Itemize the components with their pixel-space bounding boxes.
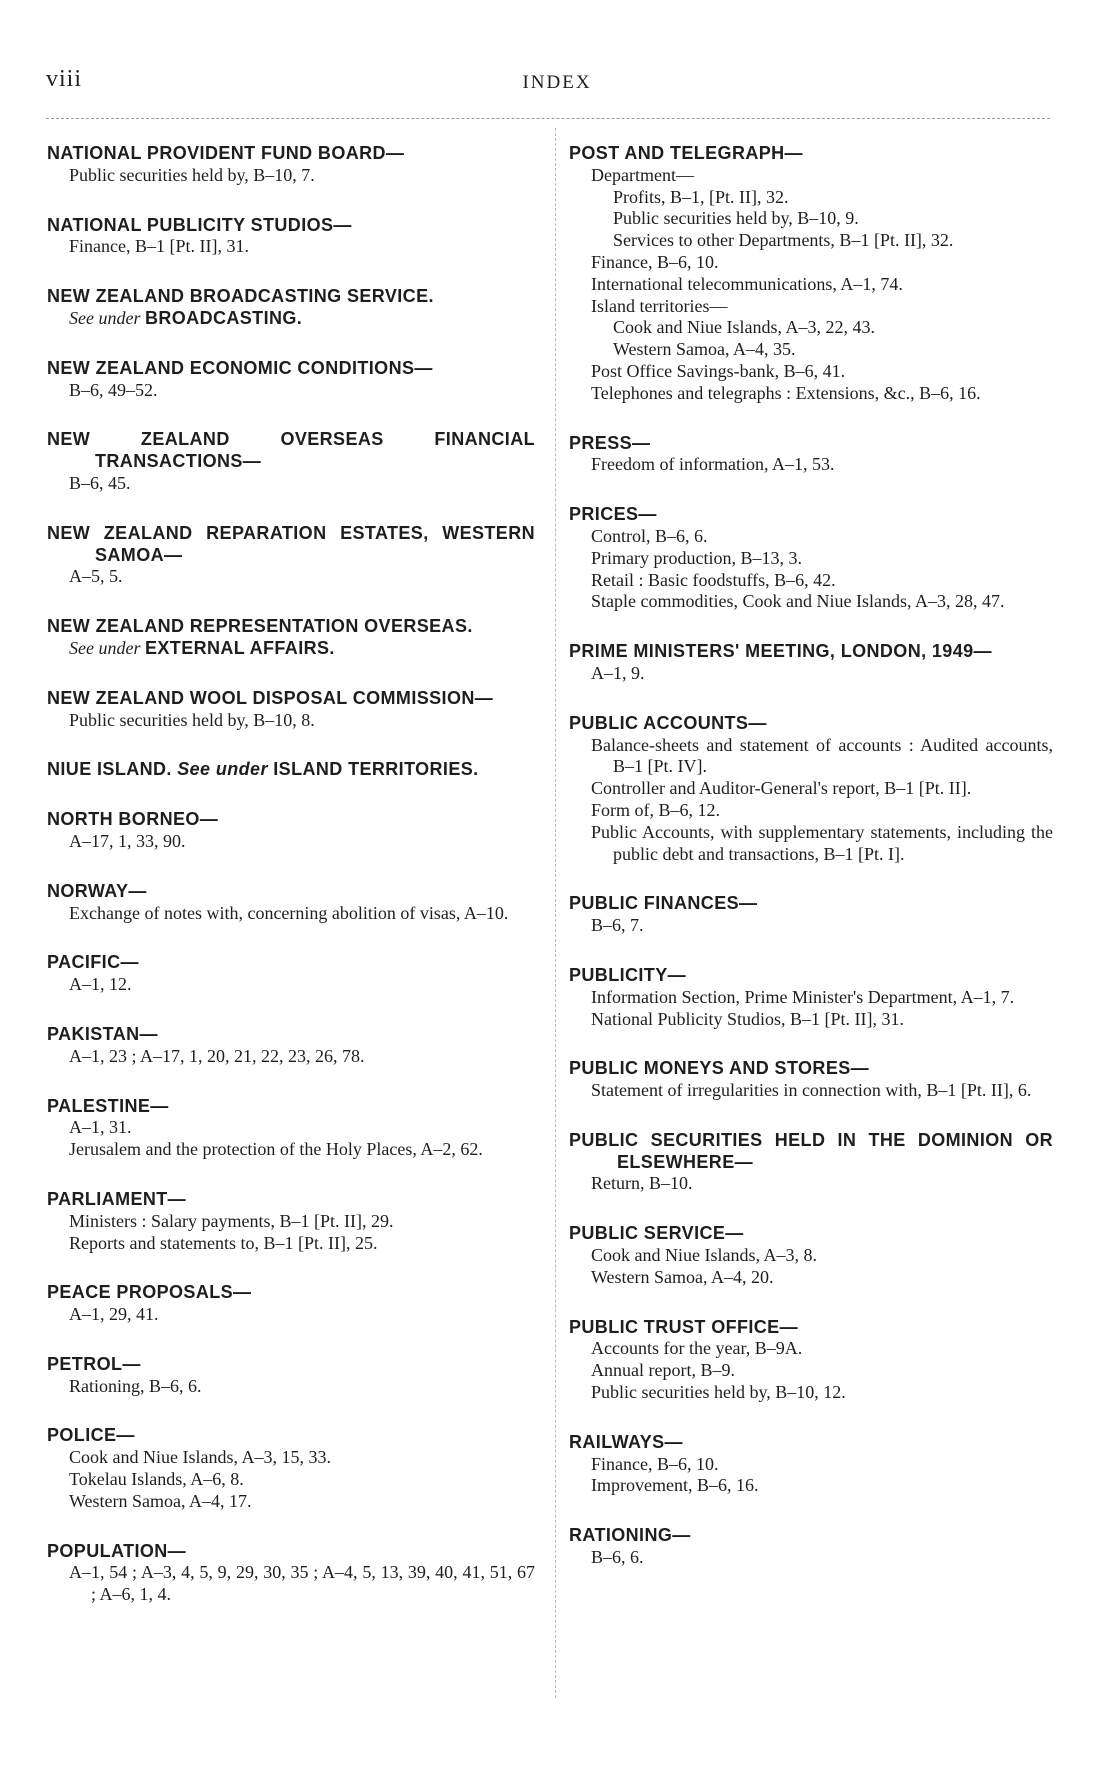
index-entry	[569, 1525, 1053, 1569]
index-heading-text: NORWAY—	[47, 880, 147, 901]
index-entry	[47, 688, 535, 732]
index-entry	[47, 881, 535, 925]
index-subentry	[47, 1447, 535, 1469]
index-subentry	[47, 473, 535, 495]
index-heading	[569, 1432, 1053, 1454]
index-entry	[47, 143, 535, 187]
index-subentry	[47, 1376, 535, 1398]
index-subentry	[47, 1046, 535, 1068]
index-entry	[569, 893, 1053, 937]
index-subentry	[569, 1080, 1053, 1102]
index-heading	[47, 143, 535, 165]
index-subentry	[569, 1009, 1053, 1031]
subentry-text: Balance-sheets and statement of accounts : Audited accounts, B–1 [Pt. IV].	[591, 734, 1053, 777]
index-subentry	[569, 915, 1053, 937]
index-heading	[569, 433, 1053, 455]
index-subentry	[569, 1475, 1053, 1497]
index-subentry	[569, 361, 1053, 383]
page-number: viii	[46, 66, 83, 92]
subentry-text: Rationing, B–6, 6.	[69, 1375, 202, 1396]
subentry-text: International telecommunications, A–1, 74.	[591, 273, 903, 294]
subentry-text: Freedom of information, A–1, 53.	[591, 454, 835, 475]
column-divider	[555, 128, 556, 1698]
subentry-text: Public Accounts, with supplementary statements, including the public debt and transactions, B–1 [Pt. I].	[591, 821, 1053, 864]
index-heading-text: PRICES—	[569, 504, 657, 525]
index-entry	[47, 809, 535, 853]
index-subentry	[47, 165, 535, 187]
index-entry	[569, 143, 1053, 405]
index-subentry	[569, 1245, 1053, 1267]
index-heading	[47, 1024, 535, 1046]
index-subentry	[47, 1491, 535, 1513]
index-heading-text: PUBLIC SECURITIES HELD IN THE DOMINION OR ELSEWHERE—	[569, 1129, 1053, 1172]
see-under-label: See under	[69, 307, 141, 328]
subentry-text: A–1, 29, 41.	[69, 1304, 159, 1325]
index-heading	[569, 1223, 1053, 1245]
index-subentry	[47, 380, 535, 402]
index-heading-text: PAKISTAN—	[47, 1023, 158, 1044]
index-subentry	[47, 1139, 535, 1161]
right-index-column	[569, 143, 1053, 1597]
index-heading	[569, 1525, 1053, 1547]
index-entry	[47, 1282, 535, 1326]
subentry-text: Services to other Departments, B–1 [Pt. II], 32.	[613, 230, 954, 251]
index-heading-text: PRIME MINISTERS' MEETING, LONDON, 1949—	[569, 641, 992, 662]
index-heading	[569, 641, 1053, 663]
index-heading-text: PUBLIC SERVICE—	[569, 1223, 744, 1244]
index-entry	[47, 358, 535, 402]
subentry-text: Cook and Niue Islands, A–3, 8.	[591, 1245, 817, 1266]
index-entry	[47, 1425, 535, 1512]
subentry-text: Island territories—	[591, 295, 728, 316]
index-subentry	[47, 1469, 535, 1491]
subentry-text: Ministers : Salary payments, B–1 [Pt. II], 29.	[69, 1210, 394, 1231]
subentry-text: B–6, 49–52.	[69, 379, 158, 400]
index-subentry	[569, 1173, 1053, 1195]
subentry-text: Western Samoa, A–4, 17.	[69, 1490, 252, 1511]
subentry-text: Jerusalem and the protection of the Holy Places, A–2, 62.	[69, 1139, 483, 1160]
index-subentry	[569, 1360, 1053, 1382]
subentry-text: Finance, B–6, 10.	[591, 1453, 719, 1474]
index-entry	[47, 952, 535, 996]
subentry-text: Controller and Auditor-General's report, B–1 [Pt. II].	[591, 778, 972, 799]
subentry-text: A–17, 1, 33, 90.	[69, 830, 186, 851]
subentry-text: Western Samoa, A–4, 35.	[613, 339, 796, 360]
see-under-label: See under	[177, 759, 268, 780]
subentry-text: Western Samoa, A–4, 20.	[591, 1266, 774, 1287]
subentry-text: Form of, B–6, 12.	[591, 799, 721, 820]
index-heading-text: NEW ZEALAND ECONOMIC CONDITIONS—	[47, 357, 433, 378]
index-heading-text: PUBLIC ACCOUNTS—	[569, 712, 767, 733]
subentry-text: Profits, B–1, [Pt. II], 32.	[613, 186, 789, 207]
index-subentry	[569, 339, 1053, 361]
index-heading-text: PUBLICITY—	[569, 964, 687, 985]
header-rule	[46, 118, 1050, 119]
index-subentry	[47, 1211, 535, 1233]
subentry-text: A–1, 12.	[69, 974, 132, 995]
index-heading	[47, 1425, 535, 1447]
index-heading	[47, 952, 535, 974]
index-heading-text: NEW ZEALAND REPARATION ESTATES, WESTERN SAMOA—	[47, 522, 535, 565]
index-subentry	[47, 566, 535, 588]
index-heading-text: PALESTINE—	[47, 1095, 169, 1116]
index-subentry	[569, 1267, 1053, 1289]
index-heading-text: PETROL—	[47, 1353, 141, 1374]
index-subentry	[47, 638, 535, 660]
cross-reference: BROADCASTING.	[144, 307, 303, 328]
index-subentry	[569, 663, 1053, 685]
subentry-text: Information Section, Prime Minister's Department, A–1, 7.	[591, 986, 1015, 1007]
index-heading-text: NEW ZEALAND OVERSEAS FINANCIAL TRANSACTIONS—	[47, 429, 535, 472]
index-heading-text: PUBLIC TRUST OFFICE—	[569, 1316, 798, 1337]
index-entry	[47, 1024, 535, 1068]
subentry-text: Return, B–10.	[591, 1173, 693, 1194]
index-heading-text: NORTH BORNEO—	[47, 809, 219, 830]
index-heading-text: NATIONAL PUBLICITY STUDIOS—	[47, 214, 352, 235]
index-heading	[47, 688, 535, 710]
subentry-text: Telephones and telegraphs : Extensions, &c., B–6, 16.	[591, 382, 981, 403]
index-heading	[47, 1282, 535, 1304]
index-heading-text: PEACE PROPOSALS—	[47, 1282, 252, 1303]
index-heading-text: RAILWAYS—	[569, 1431, 683, 1452]
index-subentry	[47, 236, 535, 258]
index-subentry	[47, 1117, 535, 1139]
index-subentry	[47, 1233, 535, 1255]
index-entry	[569, 1317, 1053, 1404]
index-entry	[47, 616, 535, 660]
index-heading-text: POLICE—	[47, 1425, 135, 1446]
index-heading-text: NEW ZEALAND REPRESENTATION OVERSEAS.	[47, 616, 473, 637]
index-entry	[569, 965, 1053, 1030]
subentry-text: A–1, 23 ; A–17, 1, 20, 21, 22, 23, 26, 78.	[69, 1045, 365, 1066]
index-subentry	[569, 570, 1053, 592]
index-heading	[47, 1541, 535, 1563]
cross-reference: EXTERNAL AFFAIRS.	[144, 637, 335, 658]
index-subentry	[569, 1547, 1053, 1569]
index-subentry	[569, 208, 1053, 230]
index-heading	[47, 358, 535, 380]
index-heading-text: PACIFIC—	[47, 952, 139, 973]
index-entry	[569, 1432, 1053, 1497]
index-heading	[47, 809, 535, 831]
see-under-label: See under	[69, 637, 141, 658]
subentry-text: A–1, 9.	[591, 662, 645, 683]
index-entry	[47, 759, 535, 781]
index-heading	[569, 1317, 1053, 1339]
index-entry	[569, 1223, 1053, 1288]
index-entry	[569, 1058, 1053, 1102]
index-heading-text: NEW ZEALAND BROADCASTING SERVICE.	[47, 286, 434, 307]
index-subentry	[569, 296, 1053, 318]
subentry-text: A–1, 54 ; A–3, 4, 5, 9, 29, 30, 35 ; A–4, 5, 13, 39, 40, 41, 51, 67 ; A–6, 1, 4.	[69, 1562, 535, 1605]
subentry-text: National Publicity Studios, B–1 [Pt. II], 31.	[591, 1008, 904, 1029]
subentry-text: Retail : Basic foodstuffs, B–6, 42.	[591, 569, 836, 590]
index-heading-text: PRESS—	[569, 432, 651, 453]
subentry-text: Exchange of notes with, concerning abolition of visas, A–10.	[69, 902, 509, 923]
subentry-text: Public securities held by, B–10, 8.	[69, 709, 315, 730]
subentry-text: Finance, B–1 [Pt. II], 31.	[69, 236, 249, 257]
subentry-text: Post Office Savings-bank, B–6, 41.	[591, 360, 846, 381]
index-entry	[47, 1541, 535, 1606]
index-subentry	[569, 165, 1053, 187]
index-heading	[47, 286, 535, 308]
index-heading	[47, 759, 535, 781]
subentry-text: B–6, 45.	[69, 472, 131, 493]
index-subentry	[47, 308, 535, 330]
index-heading	[569, 1130, 1053, 1174]
index-entry	[569, 433, 1053, 477]
index-entry	[569, 641, 1053, 685]
subentry-text: Tokelau Islands, A–6, 8.	[69, 1469, 244, 1490]
index-entry	[569, 504, 1053, 613]
index-heading	[47, 1189, 535, 1211]
index-subentry	[569, 1382, 1053, 1404]
subentry-text: Finance, B–6, 10.	[591, 251, 719, 272]
index-subentry	[569, 735, 1053, 779]
index-heading-text: RATIONING—	[569, 1525, 691, 1546]
index-entry	[47, 523, 535, 588]
index-heading-text: PUBLIC FINANCES—	[569, 893, 758, 914]
subentry-text: Public securities held by, B–10, 7.	[69, 164, 315, 185]
subentry-text: B–6, 6.	[591, 1547, 644, 1568]
index-subentry	[47, 1562, 535, 1606]
subentry-text: Improvement, B–6, 16.	[591, 1475, 759, 1496]
index-entry	[47, 286, 535, 330]
index-heading	[569, 965, 1053, 987]
index-entry	[569, 1130, 1053, 1195]
cross-reference: ISLAND TERRITORIES.	[273, 759, 479, 780]
index-subentry	[47, 1304, 535, 1326]
subentry-text: A–1, 31.	[69, 1117, 132, 1138]
index-heading	[47, 215, 535, 237]
index-heading-text: NATIONAL PROVIDENT FUND BOARD—	[47, 143, 405, 163]
index-subentry	[569, 526, 1053, 548]
index-subentry	[569, 822, 1053, 866]
subentry-text: Staple commodities, Cook and Niue Islands, A–3, 28, 47.	[591, 591, 1005, 612]
index-entry	[47, 1354, 535, 1398]
subentry-text: Cook and Niue Islands, A–3, 22, 43.	[613, 317, 875, 338]
subentry-text: Cook and Niue Islands, A–3, 15, 33.	[69, 1447, 331, 1468]
page-title: INDEX	[522, 72, 592, 93]
index-subentry	[569, 274, 1053, 296]
index-entry	[47, 1096, 535, 1161]
left-index-column	[47, 143, 535, 1634]
index-heading-text: PARLIAMENT—	[47, 1188, 187, 1209]
index-subentry	[47, 710, 535, 732]
index-heading	[569, 504, 1053, 526]
subentry-text: Public securities held by, B–10, 9.	[613, 208, 859, 229]
subentry-text: A–5, 5.	[69, 566, 123, 587]
index-heading-text: NIUE ISLAND.	[47, 759, 172, 780]
index-subentry	[569, 800, 1053, 822]
index-heading	[569, 143, 1053, 165]
index-subentry	[569, 383, 1053, 405]
index-subentry	[569, 591, 1053, 613]
index-subentry	[569, 1338, 1053, 1360]
index-subentry	[47, 831, 535, 853]
index-subentry	[569, 252, 1053, 274]
index-subentry	[569, 187, 1053, 209]
index-subentry	[569, 230, 1053, 252]
index-entry	[47, 215, 535, 259]
index-subentry	[569, 1454, 1053, 1476]
index-subentry	[569, 778, 1053, 800]
subentry-text: Annual report, B–9.	[591, 1360, 735, 1381]
index-heading	[47, 1096, 535, 1118]
subentry-text: Accounts for the year, B–9A.	[591, 1338, 803, 1359]
index-subentry	[569, 548, 1053, 570]
index-entry	[47, 1189, 535, 1254]
index-heading	[569, 713, 1053, 735]
subentry-text: Primary production, B–13, 3.	[591, 547, 802, 568]
index-subentry	[569, 987, 1053, 1009]
index-entry	[569, 713, 1053, 866]
index-heading	[47, 523, 535, 567]
subentry-text: Department—	[591, 164, 694, 185]
index-entry	[47, 429, 535, 494]
index-heading	[47, 429, 535, 473]
index-heading-text: PUBLIC MONEYS AND STORES—	[569, 1058, 870, 1079]
index-subentry	[569, 317, 1053, 339]
index-subentry	[47, 903, 535, 925]
index-heading-text: POST AND TELEGRAPH—	[569, 143, 803, 163]
index-heading	[47, 616, 535, 638]
index-heading	[47, 1354, 535, 1376]
subentry-text: B–6, 7.	[591, 915, 644, 936]
index-heading	[569, 893, 1053, 915]
subentry-text: Control, B–6, 6.	[591, 525, 708, 546]
index-heading-text: POPULATION—	[47, 1540, 187, 1561]
index-subentry	[569, 454, 1053, 476]
subentry-text: Statement of irregularities in connection with, B–1 [Pt. II], 6.	[591, 1080, 1032, 1101]
index-subentry	[47, 974, 535, 996]
subentry-text: Reports and statements to, B–1 [Pt. II], 25.	[69, 1232, 378, 1253]
subentry-text: Public securities held by, B–10, 12.	[591, 1382, 846, 1403]
index-heading-text: NEW ZEALAND WOOL DISPOSAL COMMISSION—	[47, 687, 494, 708]
index-heading	[47, 881, 535, 903]
index-heading	[569, 1058, 1053, 1080]
